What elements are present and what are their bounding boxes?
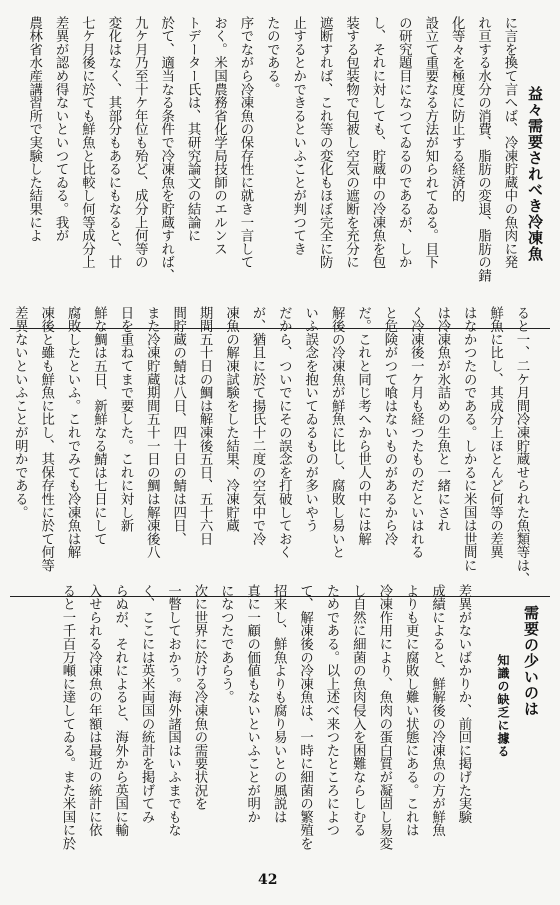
text-line: 農林省水産講習所で実験した結果によ — [26, 16, 42, 243]
text-line: く、ここには英米両国の統計を掲げてみ — [139, 584, 155, 824]
text-line: 真に一顧の価値もないといふことが明か — [244, 584, 260, 824]
text-line: 成績によると、鮮解後の冷凍魚の方が鮮魚 — [429, 584, 445, 837]
text-line: れ亘する水分の消費、脂肪の変退、脂肪の錆 — [475, 16, 491, 283]
text-line: 次に世界に於ける冷凍魚の需要状況を — [191, 584, 207, 811]
text-line: 差異が認め得ないといつてゐる。我が — [53, 16, 69, 243]
text-line: 化等々を極度に防止する経済的 — [449, 16, 465, 203]
text-line: に言を換て言へば、冷凍貯蔵中の魚肉に発 — [502, 16, 517, 269]
text-line: 止するとかできるといふことが判つてき — [290, 16, 306, 256]
text-line: 解後の冷凍魚が鮮魚に比し、腐敗し易いと — [329, 306, 345, 559]
text-line: 一瞥しておかう。海外諸国はいふまでもな — [165, 584, 181, 837]
text-line: トデーター氏は、其研究論文の結論に — [185, 16, 201, 243]
text-line: また冷凍貯蔵期間五十一日の鯛は解凍後八 — [144, 306, 160, 559]
text-line: ると一、二ケ月間冷凍貯蔵せられた魚類等は、 — [514, 306, 529, 586]
text-line: 差異ないといふことが明かである。 — [12, 306, 28, 519]
text-line: 間貯蔵の鯖は八日、四十日の鯖は四日、 — [170, 306, 186, 546]
section3-body — [26, 584, 476, 880]
text-line: 変化はなく、其部分もあるにもなると、廿 — [105, 16, 121, 269]
text-line: になつたであらう。 — [218, 584, 234, 704]
text-line: ると一千百万噸に達してゐる。また米国に於 — [59, 584, 75, 851]
text-line: が、猶且に於て揚氏十二度の空気中で冷 — [249, 306, 265, 546]
text-line: 冷凍作用により、魚肉の蛋白質が凝固し易変 — [376, 584, 392, 851]
text-line: はなかつたのである。しかるに米国は世間に — [461, 306, 477, 573]
page-number: 42 — [258, 872, 278, 888]
section3-subheading: 知識の缺乏に據る — [496, 654, 510, 758]
text-line: 差異がないばかりか、前回に掲げた実験 — [456, 584, 471, 824]
text-line: 日を重ねてまで要した。これに対し新 — [117, 306, 133, 533]
text-line: 装する包装物で包被し空気の遮断を充分に — [343, 16, 359, 269]
section1-body — [17, 16, 522, 318]
text-line: たのである。 — [264, 16, 280, 96]
text-line: く冷凍後一ケ月も経つたものだといはれる — [408, 306, 424, 559]
text-line: 序でながら冷凍魚の保存性に就き一言して — [237, 16, 253, 269]
text-line: おく。米国農務省化学局技師のエルンス — [211, 16, 227, 256]
text-line: 遮断すれば、これ等の変化もほぼ完全に防 — [317, 16, 333, 269]
text-line: し自然に細菌の魚肉侵入を困難ならしむる — [350, 584, 366, 837]
text-line: 凍魚の解凍試験をした結果、冷凍貯蔵 — [223, 306, 239, 533]
text-line: 於て、適当なる条件で冷凍魚を貯蔵すれば、 — [158, 16, 174, 283]
text-line: は冷凍魚が氷詰めの生魚と一緒にされ — [434, 306, 450, 533]
section1-heading: 益々需要されべき冷凍魚 — [526, 86, 544, 262]
text-line: 九ケ月乃至十ケ年位も殆ど、成分上何等の — [132, 16, 148, 269]
text-line: 鮮な鯛は五日、新鮮なる鯖は七日にして — [91, 306, 107, 546]
text-line: し、それに対しても、貯蔵中の冷凍魚を包 — [369, 16, 385, 269]
text-line: らぬが、それによると、海外から英国に輸 — [112, 584, 128, 837]
text-line: 腐敗したといふ。これでみても冷凍魚は解 — [65, 306, 81, 559]
text-line: だから、ついでにその誤念を打破しておく — [276, 306, 292, 559]
section2-body — [0, 306, 534, 606]
text-line: ためである。以上述べ来つたところによつ — [323, 584, 339, 837]
text-line: と危険がつて喰はないものがあるから冷 — [381, 306, 397, 546]
text-line: いふ誤念を抱いてゐるものが多いやう — [302, 306, 318, 533]
section3-heading: 需要の少いのは — [522, 605, 540, 717]
text-line: 期間五十日の鯛は解凍後五日、五十六日 — [197, 306, 213, 546]
text-line: 設立て重要なる方法が知られてゐる。目下 — [422, 16, 438, 269]
text-line: の研究題目になつてゐるのであるが、しか — [396, 16, 412, 269]
text-line: 招来し、鮮魚よりも腐り易いとの風説は — [271, 584, 287, 824]
text-line: 入せられる冷凍魚の年額は最近の統計に依 — [86, 584, 102, 837]
text-line: 凍後と雖も鮮魚に比し、其保存性に於て何等 — [38, 306, 54, 573]
text-line: だ。これと同じ考へから世人の中には解 — [355, 306, 371, 546]
text-line: 鮮魚に比し、其成分上ほとんど何等の差異 — [487, 306, 503, 559]
text-line: て、解凍後の冷凍魚は、一時に細菌の繁殖を — [297, 584, 313, 851]
text-line: 七ケ月後に於ても鮮魚と比較し何等成分上 — [79, 16, 95, 269]
text-line: よりも更に腐敗し難い状態にある。これは — [403, 584, 419, 837]
